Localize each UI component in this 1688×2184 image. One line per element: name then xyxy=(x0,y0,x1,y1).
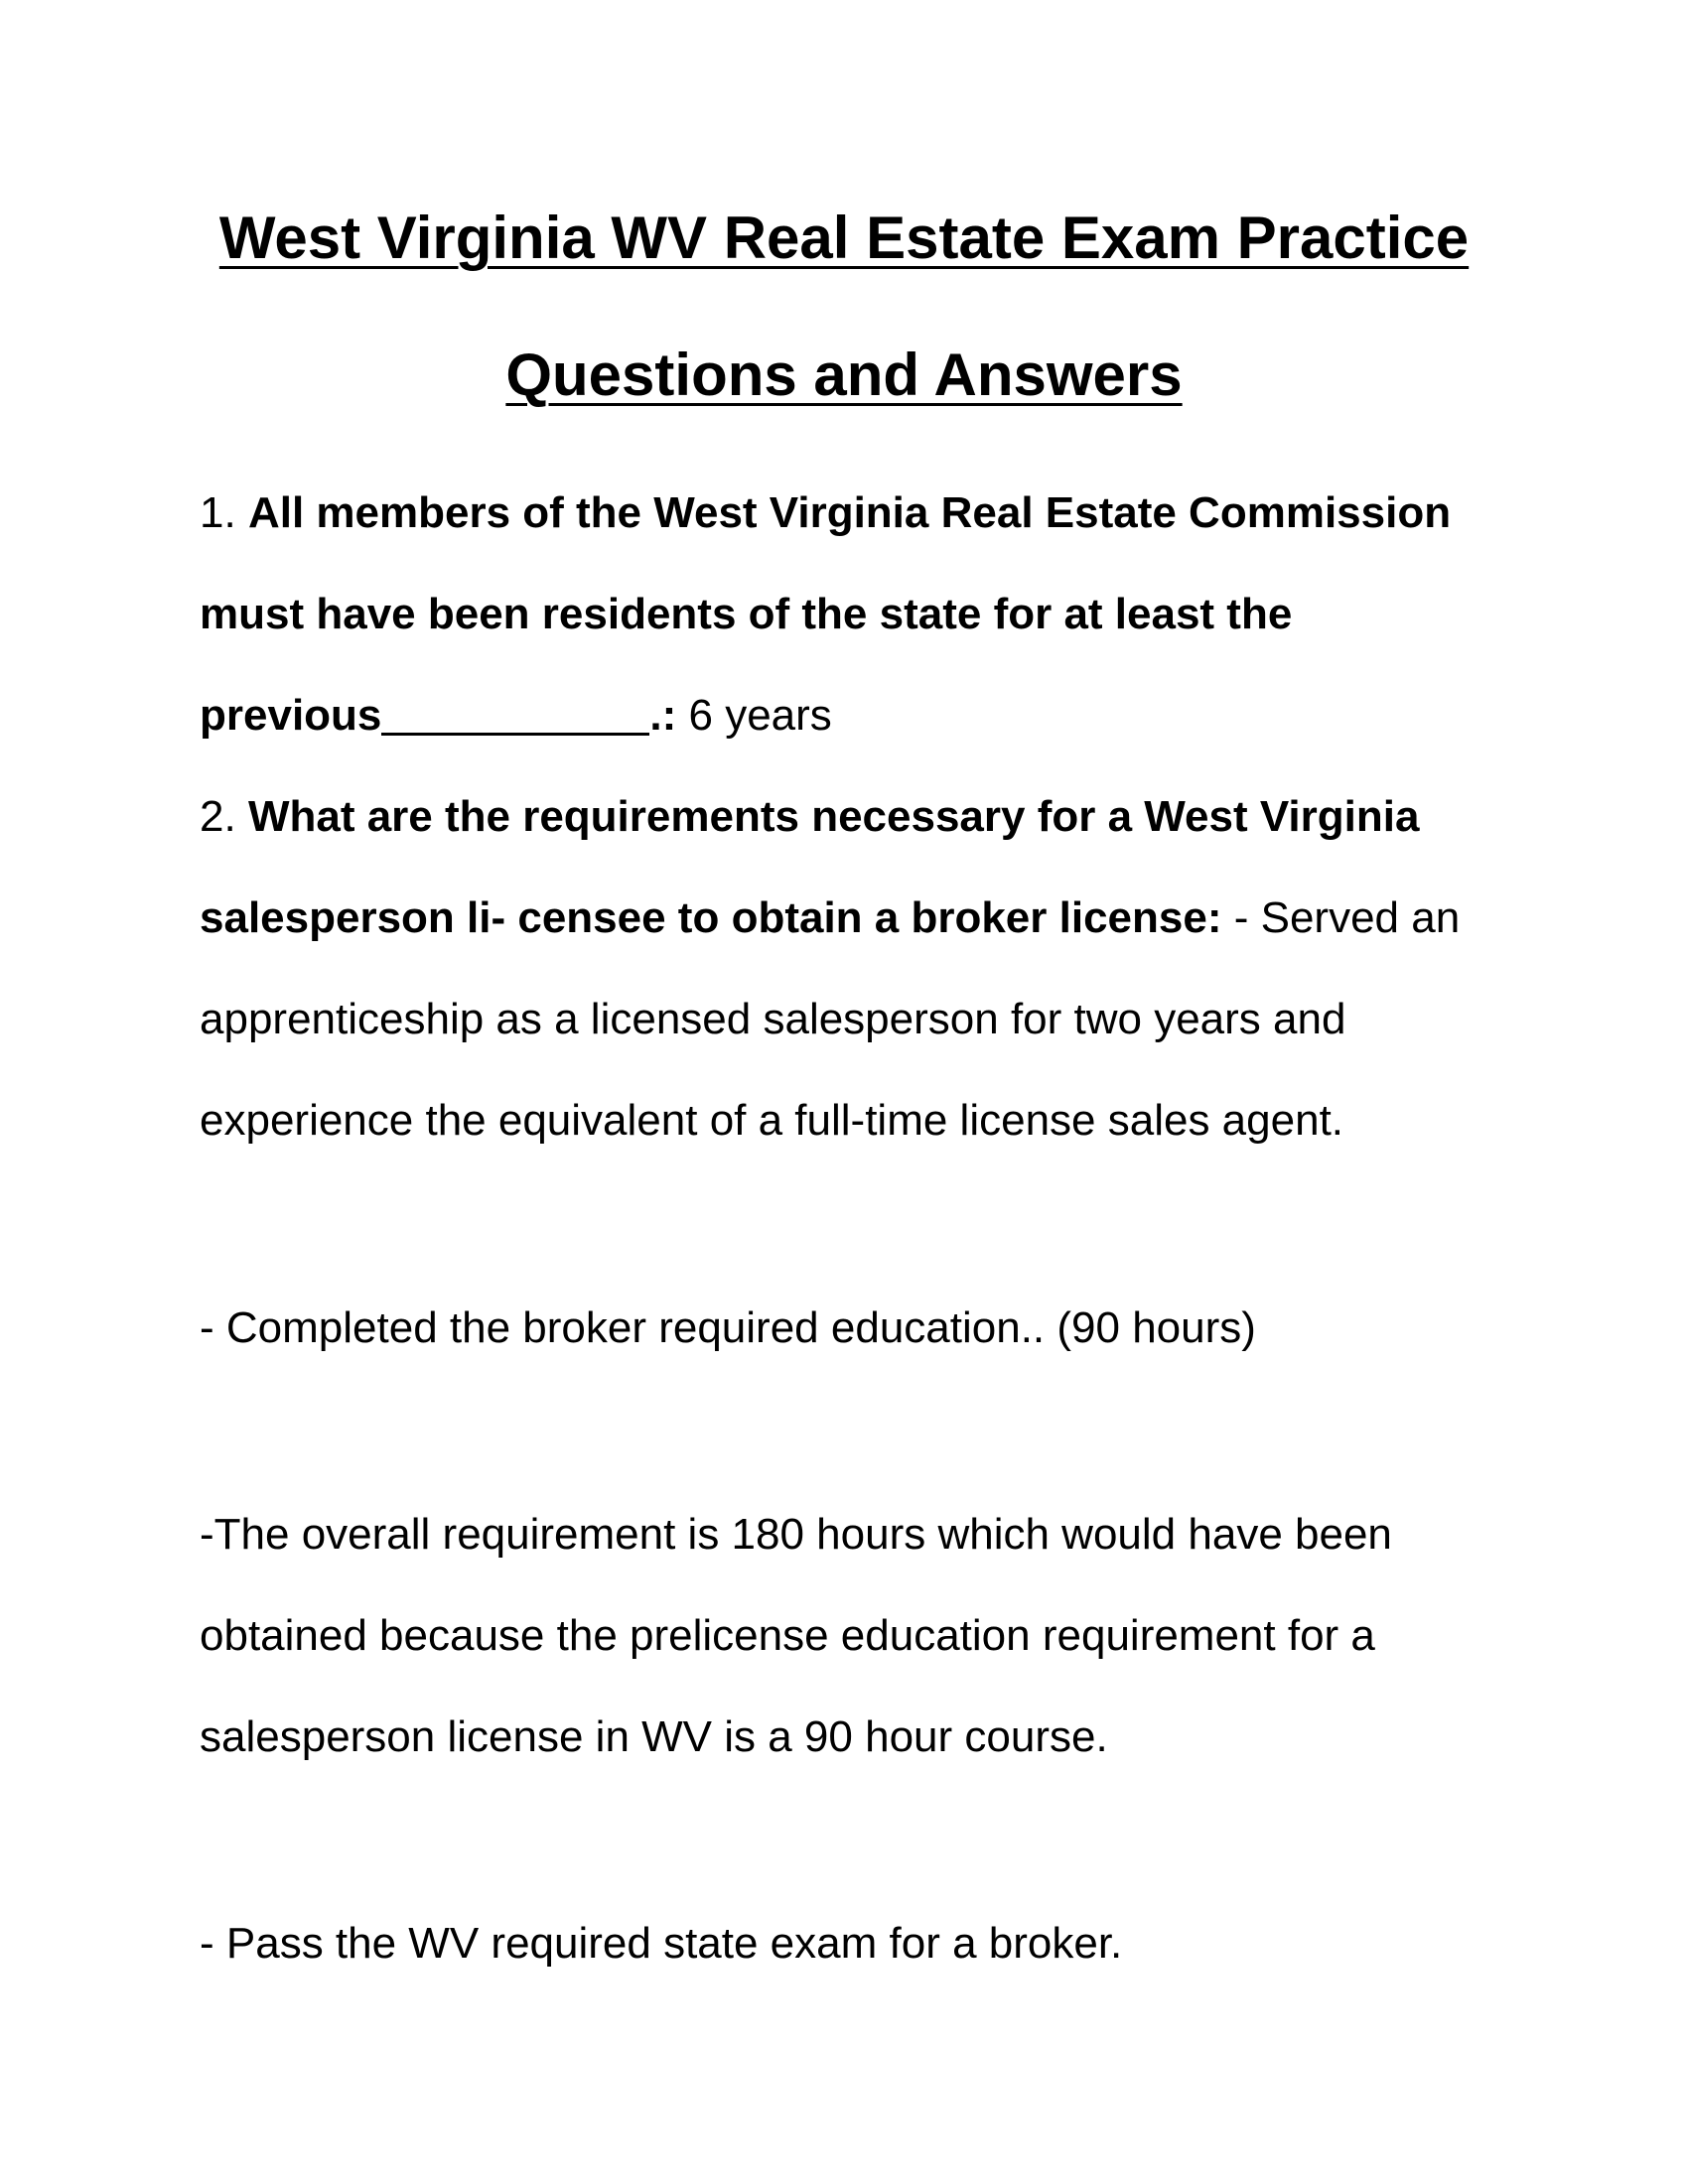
question-2-answer-line-5 xyxy=(200,1508,1392,1562)
question-1-text-3: previous xyxy=(200,691,382,740)
question-2-answer-line-2 xyxy=(200,993,1345,1046)
title-line-2 xyxy=(0,341,1688,410)
question-2-number: 2. xyxy=(200,792,236,841)
question-2-line-1 xyxy=(200,790,1419,844)
question-2-answer-5: -The overall requirement is 180 hours which would have been xyxy=(200,1510,1392,1559)
question-2-answer-line-3 xyxy=(200,1094,1343,1148)
question-2-answer-line-4 xyxy=(200,1301,1256,1355)
question-1-text-1: All members of the West Virginia Real Estate Commission xyxy=(247,488,1452,537)
question-1-line-3 xyxy=(200,689,832,743)
question-2-answer-line-7 xyxy=(200,1710,1108,1764)
question-2-text-2: salesperson li- censee to obtain a broker license: xyxy=(200,893,1222,942)
question-2-answer-1: - Served an xyxy=(1233,893,1461,942)
question-2-answer-line-8 xyxy=(200,1917,1122,1971)
question-1-end: .: xyxy=(649,691,677,740)
question-1-line-1 xyxy=(200,486,1451,540)
question-2-answer-2: apprenticeship as a licensed salesperson for two years and xyxy=(200,995,1346,1043)
answer-blank xyxy=(381,697,649,736)
question-2-answer-7: salesperson license in WV is a 90 hour course. xyxy=(200,1712,1108,1761)
question-1-number: 1. xyxy=(200,488,236,537)
question-1-line-2 xyxy=(200,588,1292,641)
question-2-answer-6: obtained because the prelicense education requirement for a xyxy=(200,1611,1375,1660)
question-1-answer: 6 years xyxy=(688,691,832,740)
question-2-line-2 xyxy=(200,891,1460,945)
question-2-answer-line-6 xyxy=(200,1609,1375,1663)
question-2-answer-4: - Completed the broker required education.. (90 hours) xyxy=(200,1303,1256,1352)
question-2-answer-3: experience the equivalent of a full-time license sales agent. xyxy=(200,1096,1344,1145)
question-2-answer-8: - Pass the WV required state exam for a broker. xyxy=(200,1919,1123,1968)
question-1-text-2: must have been residents of the state for at least the xyxy=(200,590,1293,638)
title-text-1: West Virginia WV Real Estate Exam Practice xyxy=(218,205,1470,271)
title-line-1 xyxy=(0,204,1688,273)
title-text-2: Questions and Answers xyxy=(505,341,1183,408)
question-2-text-1: What are the requirements necessary for a West Virginia xyxy=(247,792,1420,841)
